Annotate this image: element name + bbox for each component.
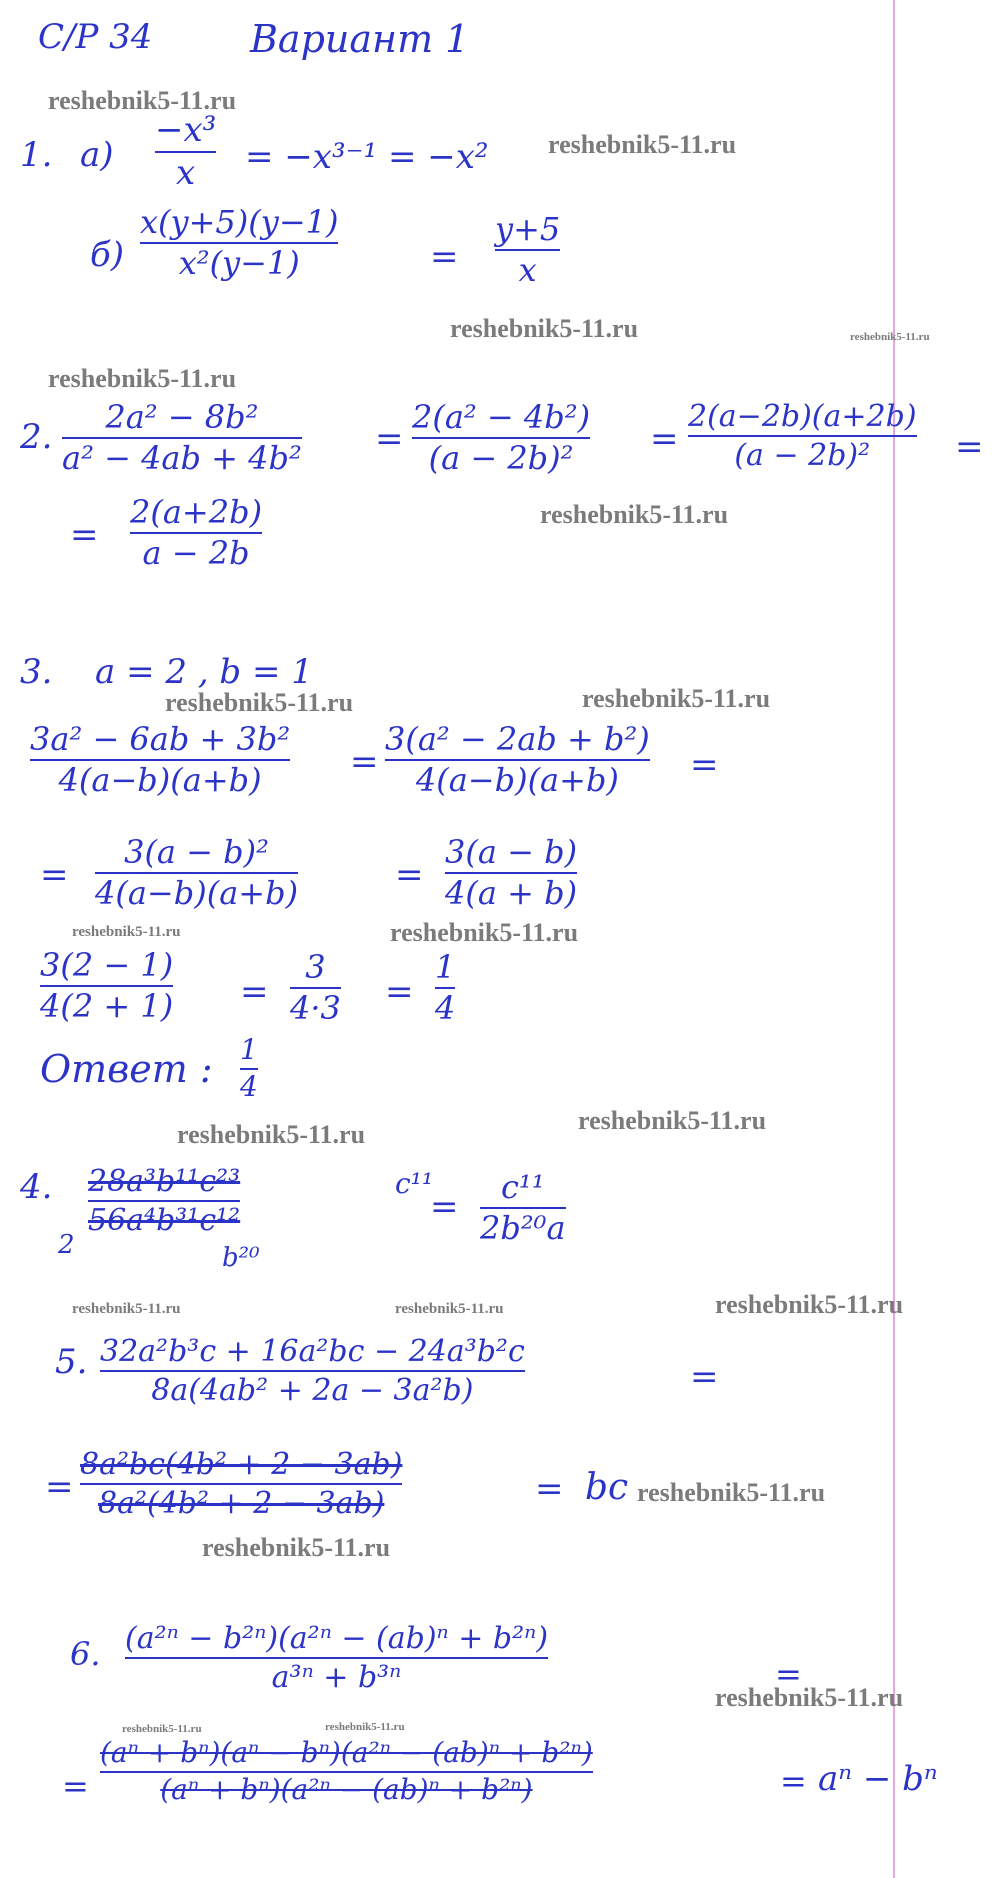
watermark-small: reshebnik5-11.ru xyxy=(395,1301,504,1317)
fraction-denominator: 2b²⁰a xyxy=(480,1209,566,1248)
fraction-numerator: 8a²bc(4b² + 2 − 3ab) xyxy=(80,1447,403,1482)
problem-6-number: 6. xyxy=(70,1635,101,1673)
problem-3-fraction-7 xyxy=(435,950,455,1026)
problem-2-fraction-2 xyxy=(412,400,590,476)
problem-1a-result: = −x³⁻¹ = −x² xyxy=(245,137,489,177)
problem-1b-label: б) xyxy=(90,235,125,275)
fraction-numerator: 3 xyxy=(305,948,326,986)
problem-3-fraction-1 xyxy=(30,722,290,798)
fraction-numerator: 2a² − 8b² xyxy=(105,398,259,436)
watermark-small: reshebnik5-11.ru xyxy=(122,1723,202,1735)
problem-3-fraction-4 xyxy=(445,835,577,911)
problem-4-result xyxy=(480,1170,566,1246)
fraction-numerator: c¹¹ xyxy=(501,1168,545,1206)
fraction-denominator: 4(a−b)(a+b) xyxy=(58,761,262,800)
fraction-denominator: 4·3 xyxy=(290,989,341,1028)
problem-6-result: aⁿ − bⁿ xyxy=(818,1759,938,1799)
problem-5-result: bc xyxy=(585,1467,629,1508)
fraction-numerator: 3(a − b) xyxy=(445,833,578,871)
fraction-denominator: 56a⁴b³¹c¹² xyxy=(88,1203,241,1238)
problem-3-fraction-5 xyxy=(40,948,173,1024)
fraction-bar xyxy=(88,1200,240,1202)
fraction-denominator: 4(a + b) xyxy=(445,874,578,913)
watermark: reshebnik5-11.ru xyxy=(548,130,737,159)
fraction-denominator: 4(2 + 1) xyxy=(40,987,174,1026)
fraction-denominator: a³ⁿ + b³ⁿ xyxy=(271,1660,402,1695)
problem-5-fraction-1 xyxy=(100,1335,525,1407)
fraction-denominator: (a − 2b)² xyxy=(428,439,574,478)
watermark: reshebnik5-11.ru xyxy=(177,1120,366,1149)
fraction-numerator: 1 xyxy=(240,1033,258,1066)
fraction-denominator: x xyxy=(176,153,196,194)
answer-fraction xyxy=(240,1035,258,1103)
fraction-numerator: −x³ xyxy=(155,110,217,150)
equals-sign: = xyxy=(240,972,269,1012)
fraction-numerator: 2(a−2b)(a+2b) xyxy=(688,399,917,434)
watermark: reshebnik5-11.ru xyxy=(715,1683,904,1712)
watermark: reshebnik5-11.ru xyxy=(48,86,237,115)
fraction-bar xyxy=(125,1657,548,1659)
equals-sign: = xyxy=(690,745,719,785)
fraction-numerator: x(y+5)(y−1) xyxy=(140,203,339,241)
fraction-denominator: (aⁿ + bⁿ)(a²ⁿ − (ab)ⁿ + b²ⁿ) xyxy=(160,1772,533,1806)
watermark-small: reshebnik5-11.ru xyxy=(72,924,181,940)
fraction-numerator: 1 xyxy=(435,948,456,986)
equals-sign: = xyxy=(775,1655,802,1693)
fraction-numerator: (a²ⁿ − b²ⁿ)(a²ⁿ − (ab)ⁿ + b²ⁿ) xyxy=(125,1621,549,1656)
fraction-denominator: 4 xyxy=(435,989,456,1028)
watermark: reshebnik5-11.ru xyxy=(165,688,354,717)
header-variant: Вариант 1 xyxy=(250,17,470,61)
problem-3-fraction-2 xyxy=(385,722,650,798)
fraction-denominator: 4 xyxy=(240,1069,258,1103)
fraction-denominator: x²(y−1) xyxy=(178,244,300,283)
fraction-numerator: y+5 xyxy=(495,210,561,248)
problem-3-given: a = 2 , b = 1 xyxy=(95,652,313,692)
equals-sign: = xyxy=(375,419,404,459)
problem-1a-fraction xyxy=(155,112,216,193)
problem-4-kept-c: c¹¹ xyxy=(395,1167,434,1200)
fraction-denominator: 8a²(4b² + 2 − 3ab) xyxy=(98,1486,385,1521)
answer-label: Ответ : xyxy=(40,1047,213,1091)
header-code: С/Р 34 xyxy=(38,17,153,57)
equals-sign: = xyxy=(650,419,679,459)
problem-5-number: 5. xyxy=(55,1342,88,1382)
equals-sign: = xyxy=(40,855,69,895)
fraction-bar xyxy=(100,1370,525,1372)
equals-sign: = xyxy=(535,1469,564,1509)
fraction-denominator: x xyxy=(518,251,537,290)
problem-6-fraction-1 xyxy=(125,1622,548,1694)
equals-sign: = xyxy=(350,742,379,782)
equals-sign: = xyxy=(385,972,414,1012)
fraction-denominator: 8a(4ab² + 2a − 3a²b) xyxy=(151,1373,474,1408)
problem-5-fraction-2 xyxy=(80,1448,402,1520)
equals-sign: = xyxy=(430,237,459,277)
fraction-bar xyxy=(688,435,917,437)
problem-4-two: 2 xyxy=(58,1230,75,1260)
watermark-small: reshebnik5-11.ru xyxy=(850,331,930,343)
watermark-small: reshebnik5-11.ru xyxy=(325,1721,405,1733)
fraction-numerator: 3(a − b)² xyxy=(124,833,269,871)
fraction-denominator: 4(a−b)(a+b) xyxy=(95,874,299,913)
problem-3-number: 3. xyxy=(20,652,53,692)
fraction-denominator: (a − 2b)² xyxy=(734,438,871,473)
problem-6-fraction-2 xyxy=(100,1738,593,1806)
problem-3-fraction-3 xyxy=(95,835,298,911)
problem-4-fraction xyxy=(88,1165,240,1237)
watermark: reshebnik5-11.ru xyxy=(390,918,579,947)
equals-sign: = xyxy=(62,1767,89,1805)
margin-line xyxy=(893,0,895,1878)
fraction-numerator: 3a² − 6ab + 3b² xyxy=(30,720,291,758)
problem-2-result xyxy=(130,495,262,571)
watermark: reshebnik5-11.ru xyxy=(48,364,237,393)
equals-sign: = xyxy=(690,1357,719,1397)
problem-1b-result xyxy=(495,212,560,288)
problem-1a-label: а) xyxy=(80,135,114,175)
equals-sign: = xyxy=(430,1187,459,1227)
watermark: reshebnik5-11.ru xyxy=(582,684,771,713)
fraction-bar xyxy=(80,1483,402,1485)
problem-2-fraction-1 xyxy=(62,400,302,476)
problem-2-fraction-3 xyxy=(688,400,917,472)
problem-2-number: 2. xyxy=(20,417,53,457)
fraction-numerator: (aⁿ + bⁿ)(aⁿ − bⁿ)(a²ⁿ − (ab)ⁿ + b²ⁿ) xyxy=(100,1736,593,1769)
watermark: reshebnik5-11.ru xyxy=(540,500,729,529)
problem-4-number: 4. xyxy=(20,1167,53,1207)
watermark: reshebnik5-11.ru xyxy=(578,1106,767,1135)
equals-sign: = xyxy=(955,427,984,467)
fraction-numerator: 3(a² − 2ab + b²) xyxy=(385,720,650,758)
problem-1b-fraction xyxy=(140,205,338,281)
watermark: reshebnik5-11.ru xyxy=(637,1478,826,1507)
fraction-numerator: 32a²b³c + 16a²bc − 24a³b²c xyxy=(100,1334,525,1369)
fraction-numerator: 2(a² − 4b²) xyxy=(412,398,591,436)
equals-sign: = xyxy=(70,515,99,555)
fraction-denominator: 4(a−b)(a+b) xyxy=(415,761,619,800)
problem-1-number: 1. xyxy=(20,135,53,175)
watermark: reshebnik5-11.ru xyxy=(202,1533,391,1562)
fraction-numerator: 3(2 − 1) xyxy=(40,946,174,984)
watermark: reshebnik5-11.ru xyxy=(715,1290,904,1319)
equals-sign: = xyxy=(395,855,424,895)
fraction-numerator: 28a³b¹¹c²³ xyxy=(88,1164,241,1199)
fraction-denominator: a − 2b xyxy=(142,534,250,573)
equals-sign: = xyxy=(45,1467,74,1507)
watermark-small: reshebnik5-11.ru xyxy=(72,1301,181,1317)
watermark: reshebnik5-11.ru xyxy=(450,314,639,343)
problem-3-fraction-6 xyxy=(290,950,341,1026)
problem-4-kept-b: b²⁰ xyxy=(222,1243,260,1273)
equals-sign: = xyxy=(780,1762,807,1800)
fraction-numerator: 2(a+2b) xyxy=(130,493,263,531)
fraction-denominator: a² − 4ab + 4b² xyxy=(62,439,302,478)
